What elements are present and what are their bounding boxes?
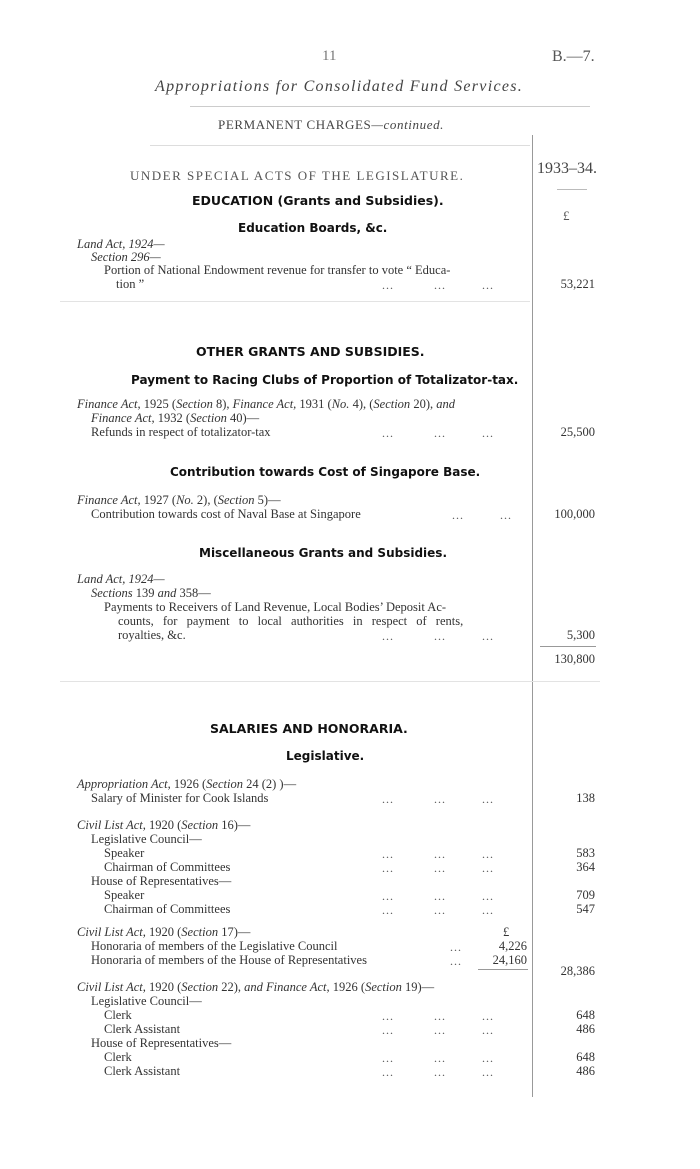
group-heading-singapore: Contribution towards Cost of Singapore Base. [170, 465, 481, 479]
amount: 25,500 [560, 425, 595, 439]
column-rule [532, 135, 533, 1097]
leader-dots: ... ... ... [382, 426, 494, 440]
item-text: Clerk Assistant [104, 1022, 181, 1036]
leader-dots: ... ... ... [382, 792, 494, 806]
item-text: Speaker [104, 888, 145, 902]
amount: 648 [576, 1008, 595, 1022]
leader-dots: ... ... ... [382, 847, 494, 861]
item-text: Speaker [104, 846, 145, 860]
amount: 486 [576, 1022, 595, 1036]
act-reference: Finance Act, 1927 (No. 2), (Section 5)— [77, 493, 281, 507]
document-code: B.—7. [552, 48, 595, 65]
act-reference: Civil List Act, 1920 (Section 16)— [77, 818, 251, 832]
item-text: Honoraria of members of the Legislative Council [91, 939, 338, 953]
inner-amount: 24,160 [492, 953, 527, 967]
group-heading-miscellaneous: Miscellaneous Grants and Subsidies. [199, 546, 448, 560]
amount: 364 [576, 860, 595, 874]
amount: 547 [576, 902, 595, 916]
item-text: Clerk [104, 1050, 132, 1064]
leader-dots: ... ... ... [382, 903, 494, 917]
subgroup-label: Legislative Council— [91, 994, 202, 1008]
item-text: Honoraria of members of the House of Representatives [91, 953, 367, 967]
act-reference: Appropriation Act, 1926 (Section 24 (2) )— [77, 777, 297, 791]
leader-dots: ... [450, 940, 462, 954]
leader-dots: ... [450, 954, 462, 968]
item-text: Salary of Minister for Cook Islands [91, 791, 269, 805]
act-sections: Sections 139 and 358— [91, 586, 211, 600]
act-reference: Civil List Act, 1920 (Section 22), and Finance Act, 1926 (Section 19)— [77, 980, 435, 994]
item-text: Contribution towards cost of Naval Base at Singapore [91, 507, 361, 521]
subtotal: 130,800 [554, 652, 595, 666]
currency-symbol: £ [563, 208, 570, 223]
act-reference: Civil List Act, 1920 (Section 17)— [77, 925, 251, 939]
column-year: 1933–34. [537, 160, 597, 177]
section-heading-special-acts: UNDER SPECIAL ACTS OF THE LEGISLATURE. [130, 168, 465, 183]
amount: 648 [576, 1050, 595, 1064]
page-number: 11 [322, 48, 337, 64]
act-reference-continued: Finance Act, 1932 (Section 40)— [91, 411, 260, 425]
item-text: Payments to Receivers of Land Revenue, Local Bodies’ Deposit Ac- [104, 600, 447, 614]
item-text: Clerk Assistant [104, 1064, 181, 1078]
item-text-continued: royalties, &c. [118, 628, 186, 642]
leader-dots: ... ... ... [382, 1051, 494, 1065]
amount: 709 [576, 888, 595, 902]
item-text: Refunds in respect of totalizator-tax [91, 425, 271, 439]
group-heading-racing: Payment to Racing Clubs of Proportion of Totalizator-tax. [131, 373, 519, 387]
currency-symbol: £ [503, 925, 510, 939]
amount: 583 [576, 846, 595, 860]
section-heading-other-grants: OTHER GRANTS AND SUBSIDIES. [196, 344, 425, 359]
item-text-continued: counts, for payment to local authorities in respect of rents, [118, 614, 464, 628]
group-heading-legislative: Legislative. [286, 749, 365, 763]
amount: 28,386 [560, 964, 595, 978]
amount: 5,300 [566, 628, 595, 642]
page-subtitle: PERMANENT CHARGES—continued. [218, 117, 445, 132]
inner-amount: 4,226 [498, 939, 527, 953]
amount: 53,221 [560, 277, 595, 291]
leader-dots: ... ... ... [382, 278, 494, 292]
leader-dots: ... ... [452, 508, 512, 522]
act-reference: Land Act, 1924— [77, 572, 165, 586]
subgroup-label: House of Representatives— [91, 1036, 232, 1050]
item-text: Portion of National Endowment revenue for transfer to vote “ Educa- [104, 263, 451, 277]
subgroup-label: Legislative Council— [91, 832, 202, 846]
amount: 100,000 [554, 507, 595, 521]
act-section: Section 296— [91, 250, 161, 264]
leader-dots: ... ... ... [382, 861, 494, 875]
item-text-continued: tion ” [116, 277, 145, 291]
amount: 486 [576, 1064, 595, 1078]
act-reference: Finance Act, 1925 (Section 8), Finance Act, 1931 (No. 4), (Section 20), and [77, 397, 455, 411]
page-title: Appropriations for Consolidated Fund Services. [155, 78, 524, 95]
leader-dots: ... ... ... [382, 1065, 494, 1079]
leader-dots: ... ... ... [382, 1009, 494, 1023]
section-subheading-education: EDUCATION (Grants and Subsidies). [192, 193, 444, 208]
item-text: Clerk [104, 1008, 132, 1022]
item-text: Chairman of Committees [104, 902, 231, 916]
group-heading-education-boards: Education Boards, &c. [238, 221, 388, 235]
leader-dots: ... ... ... [382, 1023, 494, 1037]
leader-dots: ... ... ... [382, 629, 494, 643]
subgroup-label: House of Representatives— [91, 874, 232, 888]
section-heading-salaries: SALARIES AND HONORARIA. [210, 721, 408, 736]
act-reference: Land Act, 1924— [77, 237, 165, 251]
amount: 138 [576, 791, 595, 805]
item-text: Chairman of Committees [104, 860, 231, 874]
leader-dots: ... ... ... [382, 889, 494, 903]
